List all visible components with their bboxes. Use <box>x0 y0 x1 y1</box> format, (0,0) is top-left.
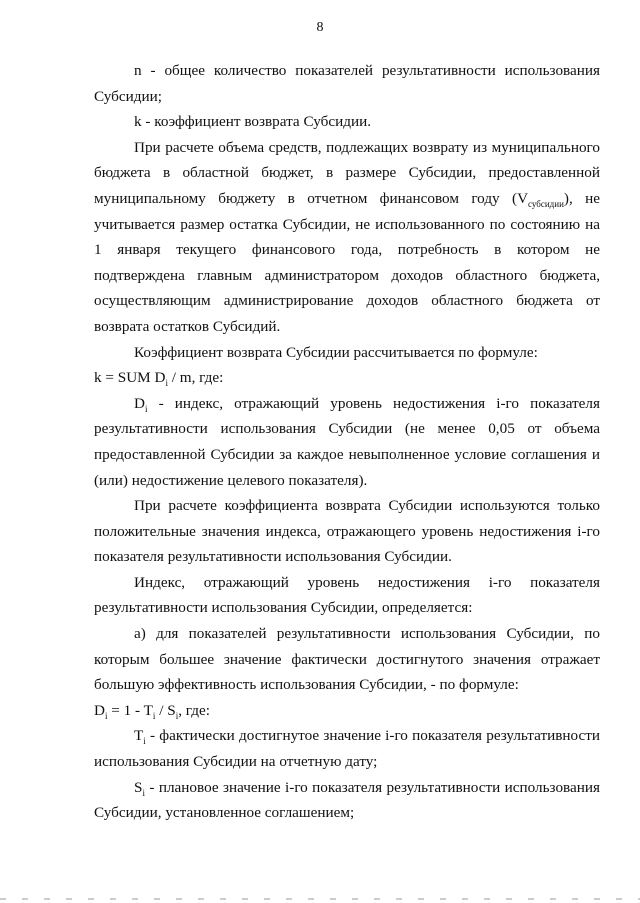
paragraph-ti-definition <box>94 723 600 774</box>
page-number: 8 <box>316 20 324 35</box>
formula-di-s-subscript: i <box>175 710 179 721</box>
paragraph-k-definition: k - коэффициент возврата Субсидии. <box>134 113 371 131</box>
formula-k <box>94 365 600 391</box>
si-subscript: i <box>142 787 145 798</box>
ti-text: - фактически достигнутое значение i-го показателя результативности использования Субсидии на отчетную дату; <box>94 727 600 771</box>
paragraph-si-definition <box>94 775 600 826</box>
paragraph-case-a: а) для показателей результативности использования Субсидии, по которым большее значение фактически достигнутого значения отражает большую эффективность использования Субсидии, - по формуле: <box>94 625 600 694</box>
formula-k-subscript: i <box>165 378 168 389</box>
formula-k-suffix: / m, где: <box>167 369 224 387</box>
paragraph-di-definition <box>94 391 600 493</box>
paragraph-index-definition: Индекс, отражающий уровень недостижения i-го показателя результативности использования Субсидии, определяется: <box>94 573 600 617</box>
ti-symbol: T <box>134 727 144 745</box>
formula-di-mid2: / S <box>155 701 176 719</box>
paragraph-calculation-rules <box>94 135 600 340</box>
ti-subscript: i <box>143 736 146 747</box>
formula-di-mid1: = 1 - T <box>107 701 153 719</box>
di-text: - индекс, отражающий уровень недостижения i-го показателя результативности использования Субсидии (не менее 0,05 от объема предоставленной Субсидии за каждое невыполненное условие соглашения и (или) недостижение целевого показателя). <box>94 394 600 489</box>
document-body <box>94 58 600 826</box>
di-symbol: D <box>134 394 145 412</box>
formula-di-d-subscript: i <box>104 710 108 721</box>
calc-text-end: ), не учитывается размер остатка Субсидии, не использованного по состоянию на 1 января текущего финансового года, потребность в котором не подтверждена главным администратором доходов областного бюджета, осуществляющим администрирование доходов областного бюджета от возврата остатков Субсидий. <box>94 189 600 335</box>
calc-text-start: При расчете объема средств, подлежащих возврату из муниципального бюджета в областной бюджет, в размере Субсидии, предоставленной муниципальному бюджету в отчетном финансовом году (V <box>94 138 600 207</box>
paragraph-coefficient-intro: Коэффициент возврата Субсидии рассчитывается по формуле: <box>134 343 538 361</box>
formula-di-d: D <box>94 701 105 719</box>
di-subscript: i <box>144 403 148 414</box>
formula-di-t-subscript: i <box>152 710 156 721</box>
paragraph-positive-values: При расчете коэффициента возврата Субсидии используются только положительные значения индекса, отражающего уровень недостижения i-го показателя результативности использования Субсидии. <box>94 497 600 566</box>
formula-di <box>94 698 600 724</box>
v-subscript: субсидии <box>528 199 564 209</box>
si-text: - плановое значение i-го показателя результативности использования Субсидии, установленное соглашением; <box>94 778 600 822</box>
scan-edge-dashes <box>0 898 640 900</box>
formula-di-suffix: , где: <box>178 701 210 719</box>
formula-k-prefix: k = SUM D <box>94 369 166 387</box>
paragraph-n-definition: n - общее количество показателей результативности использования Субсидии; <box>94 62 600 105</box>
si-symbol: S <box>134 778 143 796</box>
